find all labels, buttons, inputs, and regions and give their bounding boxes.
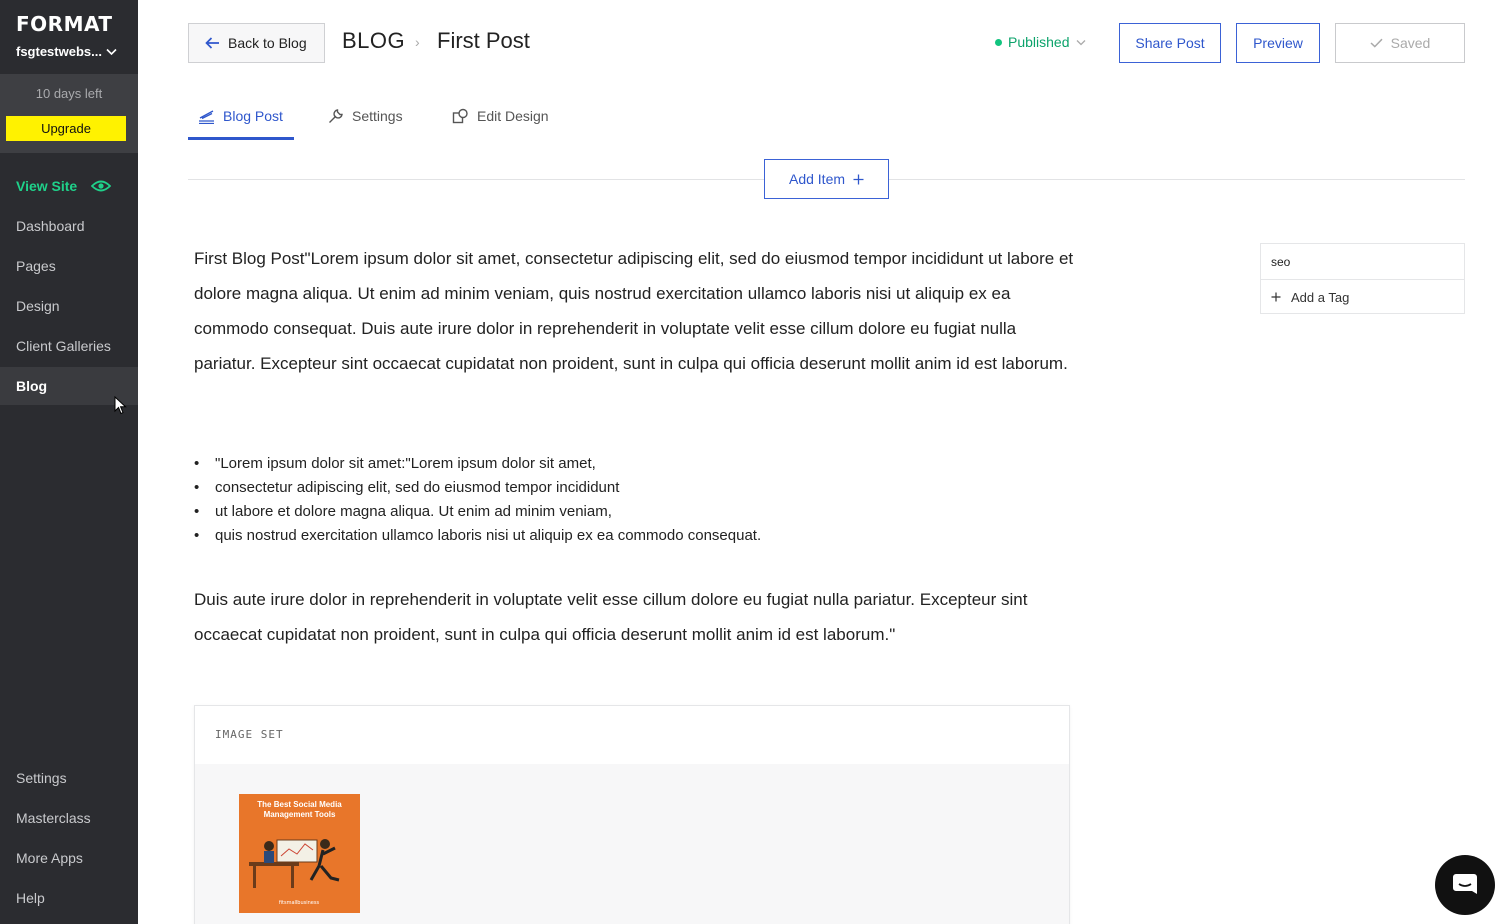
tab-label: Edit Design: [477, 108, 549, 124]
preview-button[interactable]: Preview: [1236, 23, 1320, 63]
tab-settings[interactable]: [328, 108, 403, 140]
status-label: Published: [1008, 34, 1070, 50]
back-to-blog-label: Back to Blog: [228, 35, 307, 51]
image-title-text: The Best Social Media Management Tools: [257, 800, 342, 819]
sidebar-item-label: Client Galleries: [16, 338, 111, 354]
add-item-button[interactable]: [764, 159, 889, 199]
sidebar-item-label: Blog: [16, 378, 48, 394]
view-site-link[interactable]: [0, 167, 138, 205]
checkmark-icon: [1370, 38, 1383, 48]
illustration-image: [239, 794, 360, 913]
sidebar-item-dashboard[interactable]: [0, 207, 138, 245]
image-set-block[interactable]: [194, 705, 1070, 924]
status-dot-icon: [995, 39, 1002, 46]
sidebar: [0, 0, 138, 924]
tab-label: Blog Post: [223, 108, 283, 124]
sidebar-item-masterclass[interactable]: [0, 799, 138, 837]
sidebar-item-pages[interactable]: [0, 247, 138, 285]
tag-item[interactable]: seo: [1271, 254, 1291, 269]
add-tag-button[interactable]: [1261, 279, 1464, 314]
list-item: • "Lorem ipsum dolor sit amet:"Lorem ipsum dolor sit amet,: [194, 452, 1074, 476]
chat-launcher-button[interactable]: [1435, 855, 1495, 915]
trial-panel: [0, 74, 138, 153]
site-name: fsgtestwebs...: [16, 44, 102, 59]
sidebar-item-label: More Apps: [16, 850, 83, 866]
sidebar-item-label: Pages: [16, 258, 56, 274]
list-item: • ut labore et dolore magna aliqua. Ut enim ad minim veniam,: [194, 500, 1074, 524]
upgrade-button[interactable]: Upgrade: [6, 116, 126, 141]
list-item: • consectetur adipiscing elit, sed do eiusmod tempor incididunt: [194, 476, 1074, 500]
sidebar-item-help[interactable]: [0, 879, 138, 917]
saved-button[interactable]: [1335, 23, 1465, 63]
back-to-blog-button[interactable]: [188, 23, 325, 63]
quill-icon: [198, 108, 215, 124]
post-paragraph[interactable]: First Blog Post"Lorem ipsum dolor sit amet, consectetur adipiscing elit, sed do eiusmod tempor incididunt ut labore et dolore magna aliqua. Ut enim ad minim veniam, quis nostrud exercitation ullamco laboris nisi ut aliquip ex ea commodo consequat. Duis aute irure dolor in reprehenderit in voluptate velit esse cillum dolore eu fugiat nulla pariatur. Excepteur sint occaecat cupidatat non proident, sunt in culpa qui officia deserunt mollit anim id est laborum.: [194, 249, 1074, 373]
breadcrumb-section[interactable]: BLOG: [342, 28, 406, 53]
chevron-down-icon: [1076, 39, 1086, 46]
sidebar-item-client-galleries[interactable]: [0, 327, 138, 365]
add-tag-label: Add a Tag: [1291, 289, 1350, 305]
tags-panel: [1260, 243, 1465, 314]
sidebar-item-label: Help: [16, 890, 45, 906]
add-item-label: Add Item: [788, 171, 846, 187]
sidebar-item-label: Settings: [16, 770, 67, 786]
plus-icon: [853, 174, 864, 185]
sidebar-item-settings[interactable]: [0, 759, 138, 797]
tab-edit-design[interactable]: [452, 108, 549, 140]
sidebar-item-more-apps[interactable]: [0, 839, 138, 877]
image-set-body: [195, 764, 1069, 924]
design-icon: [452, 108, 469, 124]
trial-days-left: 10 days left: [35, 86, 103, 101]
share-post-button[interactable]: Share Post: [1119, 23, 1221, 63]
svg-text:fitsmallbusiness: fitsmallbusiness: [278, 900, 320, 906]
tab-blog-post[interactable]: [188, 108, 294, 140]
mouse-cursor-icon: [114, 396, 127, 415]
tab-label: Settings: [352, 108, 403, 124]
view-site-label: View Site: [16, 178, 78, 194]
saved-label: Saved: [1390, 35, 1431, 51]
publish-status-dropdown[interactable]: [995, 34, 1086, 50]
image-set-label: IMAGE SET: [215, 728, 284, 741]
eye-icon: [91, 180, 111, 192]
format-logo[interactable]: FORMAT: [16, 12, 113, 36]
image-thumbnail[interactable]: [239, 794, 360, 913]
sidebar-item-label: Masterclass: [16, 810, 91, 826]
post-paragraph[interactable]: Duis aute irure dolor in reprehenderit in voluptate velit esse cillum dolore eu fugiat nulla pariatur. Excepteur sint occaecat cupidatat non proident, sunt in culpa qui officia deserunt mollit anim id est laborum.": [194, 590, 1028, 644]
wrench-icon: [328, 108, 344, 124]
sidebar-item-label: Design: [16, 298, 60, 314]
sidebar-item-label: Dashboard: [16, 218, 85, 234]
page-title: First Post: [437, 28, 530, 53]
sidebar-item-design[interactable]: [0, 287, 138, 325]
plus-icon: [1271, 292, 1281, 302]
site-switcher[interactable]: [16, 44, 117, 59]
post-bullet-list[interactable]: [194, 452, 1074, 548]
chevron-down-icon: [106, 48, 117, 56]
breadcrumb-separator-icon: ›: [415, 34, 420, 50]
arrow-left-icon: [205, 37, 220, 49]
list-item: • quis nostrud exercitation ullamco laboris nisi ut aliquip ex ea commodo consequat.: [194, 524, 1074, 548]
chat-icon: [1451, 872, 1479, 898]
